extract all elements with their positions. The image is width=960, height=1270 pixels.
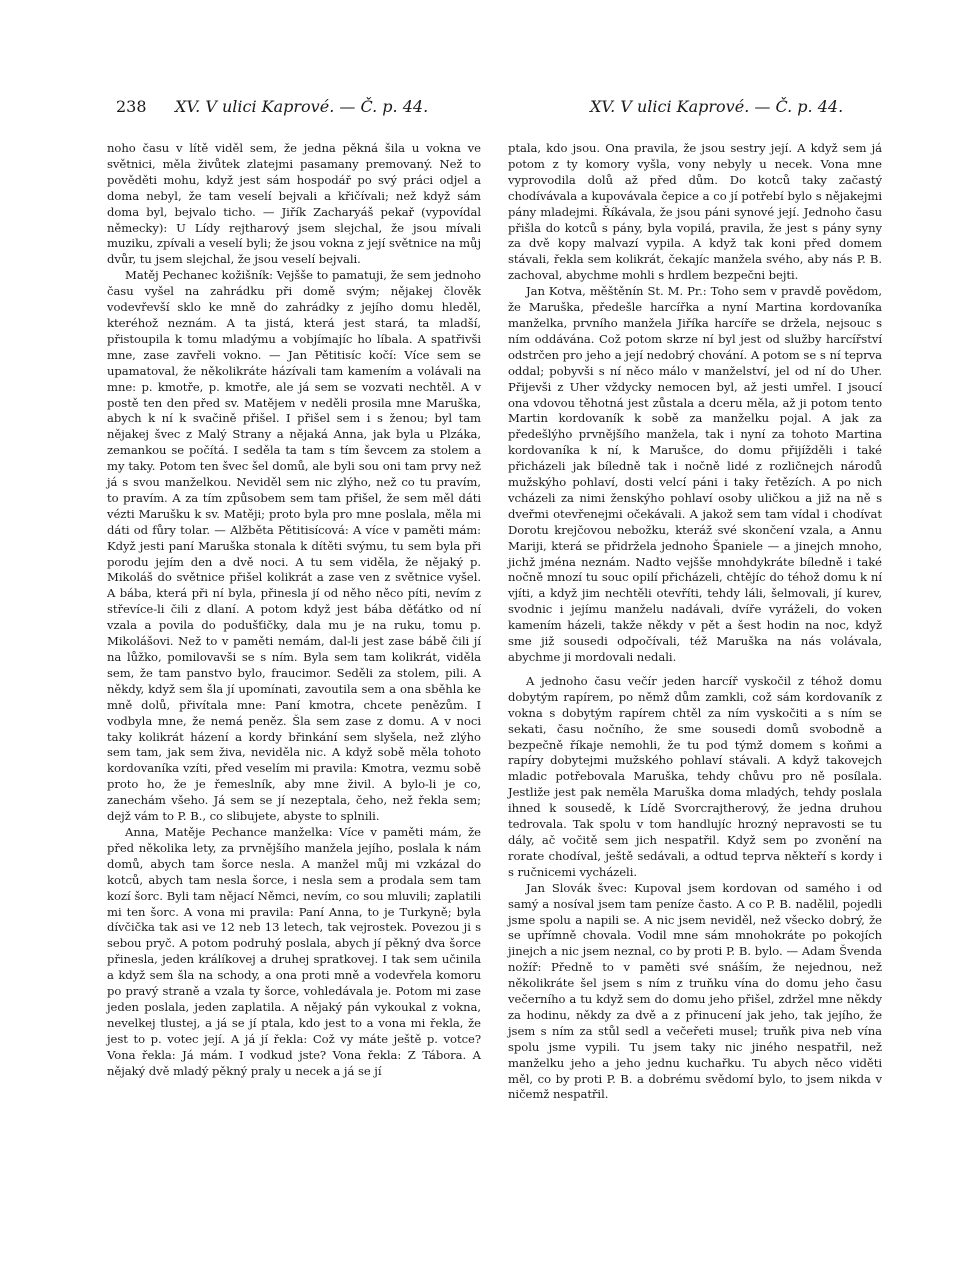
paragraph: ptala, kdo jsou. Ona pravila, že jsou sestry její. A když sem já potom z ty komory vyšla, vony nebyly u necek. Vona mne vyprovodila dolů až před dům. Do kotců taky začastý chodívávala a kupovávala čepice a co jí potřebí bylo s nějakejmi pány mladejmi. Říkávala, že jsou páni synové její. Jednoho času přišla do kotců s pány, byla vopilá, pravila, že jest s pány syny za dvě kopy malvazí vypila. A když tak koni před domem stávali, řekla sem kolikrát, čekajíc manžela svého, aby nás P. B. zachoval, abychme mohli s hrdlem bezpečni bejti.	[508, 141, 882, 283]
paragraph: noho času v lítě viděl sem, že jedna pěkná šila u vokna ve světnici, měla živůtek zlatejmi pasamany premovaný. Než to pověděti mohu, když jest sám hospodář po svý práci odjel a doma nebyl, že tam veselí bejvali a křičívali; než když sám doma byl, bejvalo ticho. — Jiřík Zacharyáš pekař (vypovídal německy): U Lídy rejtharový jsem slejchal, že jsou mívali muziku, zpívali a veselí byli; že jsou vokna z její světnice na můj dvůr, tu jsem slejchal, že jsou veselí bejvali.	[107, 141, 481, 267]
page-header	[0, 97, 960, 121]
running-head-right: XV. V ulici Kaprové. — Č. p. 44.	[590, 97, 844, 116]
page-number: 238	[116, 97, 147, 116]
left-column	[107, 141, 481, 1079]
right-column	[508, 141, 882, 1103]
paragraph: Jan Slovák švec: Kupoval jsem kordovan od samého i od samý a nosíval jsem tam peníze často. A co P. B. nadělil, pojedli jsme spolu a napili se. A nic jsem neviděl, než všecko dobrý, že se upřímně chovala. Vodil mne sám mnohokráte po pokojích jinejch a nic jsem neznal, co by proti P. B. bylo. — Adam Švenda nožíř: Předně to v paměti své snáším, že nejednou, než několikráte šel jsem s ním z truňku vína do domu jeho času večerního a tu když sem do domu jeho přišel, zdržel mne někdy za hodinu, někdy za dvě a z přinucení jak jeho, tak jejího, že jsem s ním za stůl sedl a večeřeti musel; truňk piva neb vína spolu jsme vypili. Tu jsem taky nic jiného nespatřil, než manželku jeho a jeho jednu kuchařku. Tu abych něco viděti měl, co by proti P. B. a dobrému svědomí bylo, to jsem nikda v ničemž nespatřil.	[508, 880, 882, 1102]
paragraph: A jednoho času večír jeden harcíř vyskočil z téhož domu dobytým rapírem, po němž dům zamkli, což sám kordovaník z vokna s dobytým rapírem chtěl za ním vyskočiti a s ním se sekati, času nočního, že sme sousedi domů svobodně a bezpečně říkaje nemohli, že tu pod týmž domem s koňmi a rapíry dobytejmi mužského pohlaví stávali. A když takovejch mladic potřebovala Maruška, tehdy chůvu pro ně posílala. Jestliže jest pak neměla Maruška doma mladých, tehdy poslala ihned k sousedě, k Lídě Svorcrajtherový, že jedna druhou tedrovala. Tak spolu v tom handlujíc hrozný nepravosti se tu dály, ač vočitě sem jich nespatřil. Když sem po zvonění na rorate chodíval, ještě sedávali, a odtud teprva někteří s kordy i s ručnicemi vycházeli.	[508, 673, 882, 879]
running-head-left: XV. V ulici Kaprové. — Č. p. 44.	[175, 97, 429, 116]
paragraph: Jan Kotva, měštěnín St. M. Pr.: Toho sem v pravdě povědom, že Maruška, předešle harcířka a nyní Martina kordovaníka manželka, prvního manžela Jiříka harcíře se držela, nejsouc s ním oddávána. Což potom skrze ní byl jest od služby harcířství odstrčen pro jeho a její nedobrý chování. A potom se s ní teprva oddal; pobyvši s ní něco málo v manželství, jel od ní do Uher. Přijevši z Uher vždycky nemocen byl, až jesti umřel. I jsoucí ona vdovou těhotná jest zůstala a dceru měla, až ji potom tento Martin kordovaník k sobě za manželku pojal. A jak za předešlýho prvnějšího manžela, tak i nyní za tohoto Martina kordovaníka k ní, k Marušce, do domu přijížděli i také přicházeli jak bíledně tak i nočně lidé z rozličnejch národů mužskýho pohlaví, dosti velcí páni i taky řetězích. A po nich vcházeli za nimi ženskýho pohlaví osoby uličkou a již na ně s dveřmi otevřenejmi očekávali. A jakož sem tam vídal i chodívat Dorotu krejčovou nebožku, kteráž své skončení vzala, a Annu Mariji, která se přidržela jednoho Španiele — a jinejch mnoho, jichž jména neznám. Nadto vejšše mnohdykráte bíledně i také nočně mnozí tu souc opilí přicházeli, chtějíc do téhož domu k ní vjíti, a když jim nechtěli otevříti, tehdy láli, šelmovali, jí kurev, svodnic i jejímu manželu nadávali, dvíře vyráželi, do voken kamením házeli, takže někdy v pět a šest hodin na noc, když sme již sousedi odpočívali, též Maruška na nás volávala, abychme ji mordovali nedali.	[508, 284, 882, 664]
paragraph: Matěj Pechanec kožišník: Vejšše to pamatuji, že sem jednoho času vyšel na zahrádku při domě svým; nějakej člověk vodevřevší sklo ke mně do zahrádky z jejího domu hleděl, kteréhož neznám. A ta jistá, která jest stará, ta mladší, přistoupila k tomu mladýmu a vobjímajíc ho líbala. A spatřivši mne, zase zavřeli vokno. — Jan Pětitisíc kočí: Více sem se upamatoval, že několikráte házívali tam kamením a volávali na mne: p. kmotře, p. kmotře, ale já sem se vozvati nechtěl. A v postě ten den před sv. Matějem v neděli prosila mne Maruška, abych k ní k svačině přišel. I přišel sem i s ženou; byl tam nějakej švec z Malý Strany a nějaká Anna, jak byla u Plzáka, zemankou se počítá. I seděla ta tam s tím ševcem za stolem a my taky. Potom ten švec šel domů, ale byli sou oni tam prvy než já s svou manželkou. Neviděl sem nic zlýho, než co tu pravím, to pravím. A za tím způsobem sem tam přišel, že sem měl dáti vézti Marušku k sv. Matěji; proto byla pro mne poslala, měla mi dáti od fůry tolar. — Alžběta Pětitisícová: A více v paměti mám: Když jesti paní Maruška stonala k dítěti svýmu, tu sem byla při porodu jejím den a dvě noci. A tu sem viděla, že nějaký p. Mikoláš do světnice přišel kolikrát a zase ven z světnice vyšel. A bába, která při ní byla, přinesla jí od něho něco píti, nevím z střevíce-li čili z dlaní. A potom když jest bába děťátko od ní vzala a povila do podušťičky, dala mu je na ruku, tomu p. Mikolášovi. Než to v paměti nemám, dal-li jest zase bábě čili jí na lůžko, pomilovavši se s ním. Byla sem tam kolikrát, viděla sem, že tam panstvo bylo, fraucimor. Seděli za stolem, pili. A někdy, když sem šla jí upomínati, zavoutila sem a ona sběhla ke mně dolů, přivítala mne: Paní kmotra, chcete penězům. I vodbyla mne, že nemá peněz. Šla sem zase z domu. A v noci taky kolikrát házení a kordy břinkání sem slyšela, než zlýho sem tam, jak sem živa, neviděla nic. A když sobě měla tohoto kordovaníka vzíti, před veselím mi pravila: Kmotra, vezmu sobě proto ho, že je řemeslník, aby mne živil. A bylo-li je co, zanechám všeho. Já sem se jí nezeptala, čeho, než řekla sem; dejž vám to P. B., co slibujete, abyste to splnili.	[107, 268, 481, 824]
paragraph: Anna, Matěje Pechance manželka: Více v paměti mám, že před několika lety, za prvnějšího manžela jejího, poslala k nám domů, abych tam šorce nesla. A manžel můj mi vzkázal do kotců, abych tam nesla šorce, i nesla sem a prodala sem tam kozí šorc. Byli tam nějací Němci, nevím, co sou mluvili; zaplatili mi ten šorc. A vona mi pravila: Paní Anna, to je Turkyně; byla dívčička tak asi ve 12 neb 13 letech, tak vejrostek. Povezou ji s sebou pryč. A potom podruhý poslala, abych jí pěkný dva šorce přinesla, jeden králíkovej a druhej spratkovej. I tak sem učinila a když sem šla na schody, a ona proti mně a vodevřela komoru po pravý straně a vzala ty šorce, vohledávala je. Potom mi zase jeden poslala, jeden zaplatila. A nějaký pán vykoukal z vokna, nevelkej tlustej, a já se jí ptala, kdo jest to a vona mi řekla, že jest to p. votec její. A já jí řekla: Což vy máte ještě p. votce? Vona řekla: Já mám. I vodkud jste? Vona řekla: Z Tábora. A nějaký dvě mladý pěkný praly u necek a já se jí	[107, 824, 481, 1078]
